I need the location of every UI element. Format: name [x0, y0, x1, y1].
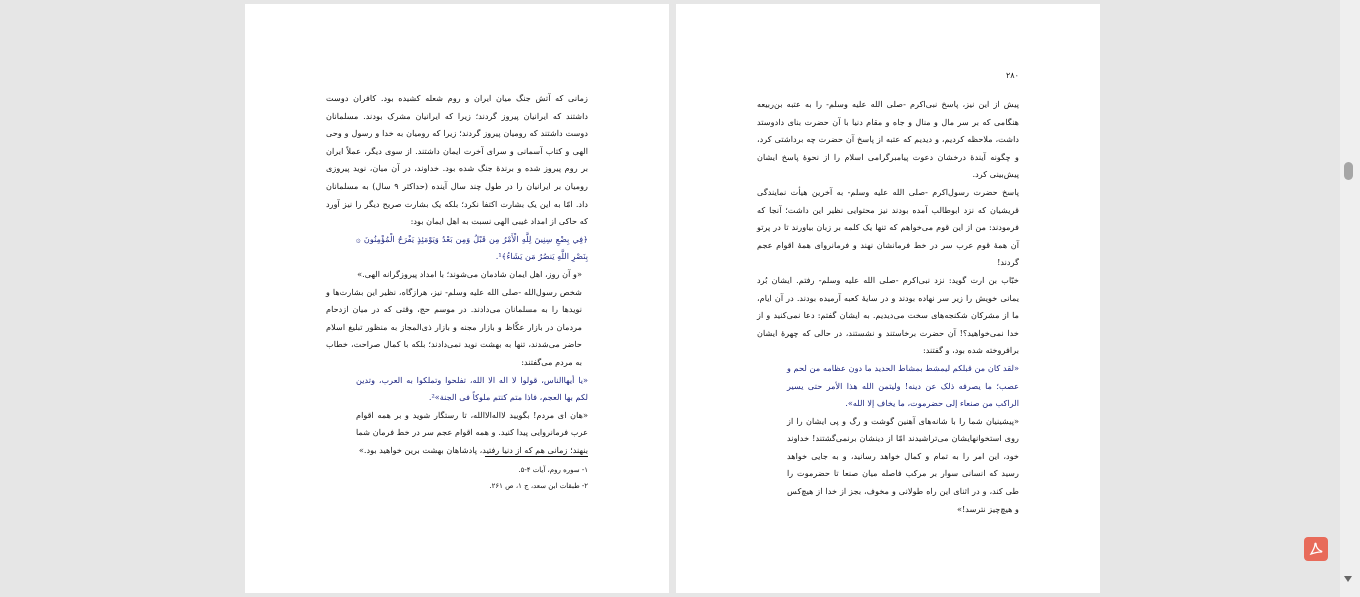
page-number: ۲۸۰	[1006, 71, 1019, 80]
paragraph: پیش از این نیز، پاسخ نبی‌اکرم -صلی الله علیه وسلم- را به عتبه بن‌ربیعه هنگامی که بر سر مال و منال و جاه و مقام دنیا با آن حضرت بنای دادوستد داشت، ملاحظه کردیم، و دیدیم که عتبه از پاسخ آن حضرت چه برداشتی کرد، و چگونه آیندۀ درخشان دعوت پیامبرگرامی اسلام را از نحوۀ پاسخ ایشان پیش‌بینی کرد.	[757, 99, 1019, 180]
document-viewer	[4, 4, 1340, 593]
scrollbar-thumb[interactable]	[1344, 162, 1353, 180]
paragraph: شخص رسول‌الله -صلی الله علیه وسلم- نیز، هرازگاه، نظیر این بشارت‌ها و نویدها را به مسلمانان می‌دادند. در موسم حج، وقتی که در میان ازدحام مردمان در بازار عکّاظ و بازار مجنه و بازار ذی‌المجاز به منظور تبلیغ اسلام حاضر می‌شدند، تنها به بهشت نوید نمی‌دادند؛ بلکه با کمال صراحت، خطاب به مردم می‌گفتند:	[326, 286, 582, 367]
paragraph: «پیشینیان شما را با شانه‌های آهنین گوشت و رگ و پی ایشان را از روی استخوانهایشان می‌تراشیدند امّا از دینشان برنمی‌گشتند! خداوند خود، این امر را به تمام و کمال خواهد رسانید، و به جایی خواهد رسید که انسانی سوار بر مرکب فاصله میان صنعا تا حضرموت را طی کند، و در اثنای این راه طولانی و مخوف، بجز از خدا از هیچ‌کس و هیچ‌چیز نترسد!»	[787, 415, 1019, 514]
paragraph: خبّاب بن ارت گوید: نزد نبی‌اکرم -صلی الله علیه وسلم- رفتم. ایشان بُرد یمانی خویش را زیر سر نهاده بودند و در سایۀ کعبه آرمیده بودند. در آن ایام، ما از مشرکان شکنجه‌های سخت می‌دیدیم. به ایشان گفتم: دعا نمی‌کنید و از خدا نمی‌خواهید؟! آن حضرت برخاستند و نشستند، در حالی که چهرۀ ایشان برافروخته شده بود، و گفتند:	[757, 274, 1019, 356]
paragraph: «و آن روز، اهل ایمان شادمان می‌شوند؛ با امداد پیروزگرانه الهی.»	[357, 268, 582, 279]
hadith-quote: «لقد کان من قبلکم لیمشط بمشاط الحدید ما دون عظامه من لحم و عصب؛ ما یصرفه ذلک عن دینه! ولیتمن الله هذا الأمر حتی یسیر الراکب من صنعاء إلی حضرموت، ما یخاف إلا الله».	[787, 362, 1019, 409]
page-body	[757, 96, 1019, 518]
document-page-left	[245, 4, 669, 593]
footnote: ۱- سوره روم، آیات ۴-۵.	[518, 466, 588, 474]
vertical-scrollbar[interactable]	[1340, 0, 1360, 597]
page-body	[326, 90, 588, 459]
scroll-down-arrow-icon[interactable]	[1344, 576, 1352, 582]
pdf-icon	[1308, 541, 1324, 557]
footnote: ۲- طبقات ابن سعد، ج ۱، ص ۲۶۱.	[489, 482, 588, 490]
paragraph: «هان ای مردم! بگویید لااله‌الاالله، تا رستگار شوید و بر همه اقوام عرب فرمانروایی پیدا کنید. و همه اقوام عجم سر در خط فرمان شما بنهند؛ زمانی هم که از دنیا رفتید، پادشاهان بهشت برین خواهید بود.»	[356, 409, 588, 455]
hadith-quote: «یا أیهاالناس، قولوا لا اله الا الله، تفلحوا وتملکوا به العرب، وتدین لکم بها العجم، فاذا متم کنتم ملوکاً فی الجنة»².	[356, 374, 588, 403]
pdf-icon[interactable]	[1304, 537, 1328, 561]
footnote-divider	[485, 456, 588, 457]
quran-quote: ﴿فِي بِضْعِ سِنِينَ لِلَّهِ الْأَمْرُ مِن قَبْلُ وَمِن بَعْدُ وَيَوْمَئِذٍ يَفْرَحُ الْمُؤْمِنُونَ ۞ بِنَصْرِ اللَّهِ يَنصُرُ مَن يَشَاءُ﴾¹.	[356, 233, 588, 262]
document-page-right	[676, 4, 1100, 593]
footnotes	[489, 462, 588, 494]
paragraph: زمانی که آتش جنگ میان ایران و روم شعله کشیده بود. کافران دوست داشتند که ایرانیان پیروز گردند؛ زیرا که ایرانیان مشرک بودند. مسلمانان دوست داشتند که رومیان پیروز گردند؛ زیرا که رومیان به خدا و رسول و وحی الهی و کتاب آسمانی و سرای آخرت ایمان داشتند. از سوی دیگر، عملاً ایران بر روم پیروز شده و برندۀ جنگ شده بود. خداوند، در آن میان، نوید پیروزی رومیان بر ایرانیان را در طول چند سال آینده (حداکثر ۹ سال) به مسلمانان داد. امّا به این یک بشارت اکتفا نکرد؛ بلکه یک بشارت صریح دیگر را نیز آورد که حاکی از امداد غیبی الهی نسبت به اهل ایمان بود:	[326, 93, 588, 227]
paragraph: پاسخ حضرت رسول‌اکرم -صلی الله علیه وسلم- به آخرین هیأت نمایندگی قریشیان که نزد ابوطالب آمده بودند نیز محتوایی نظیر این داشت؛ آنجا که فرمودند: من از این قوم می‌خواهم که تنها یک کلمه بر زبان بیاورند تا در پرتو آن همۀ قوم عرب سر در خط فرمانشان نهند و فرمانروای همۀ اقوام عجم گردند!	[757, 186, 1019, 268]
